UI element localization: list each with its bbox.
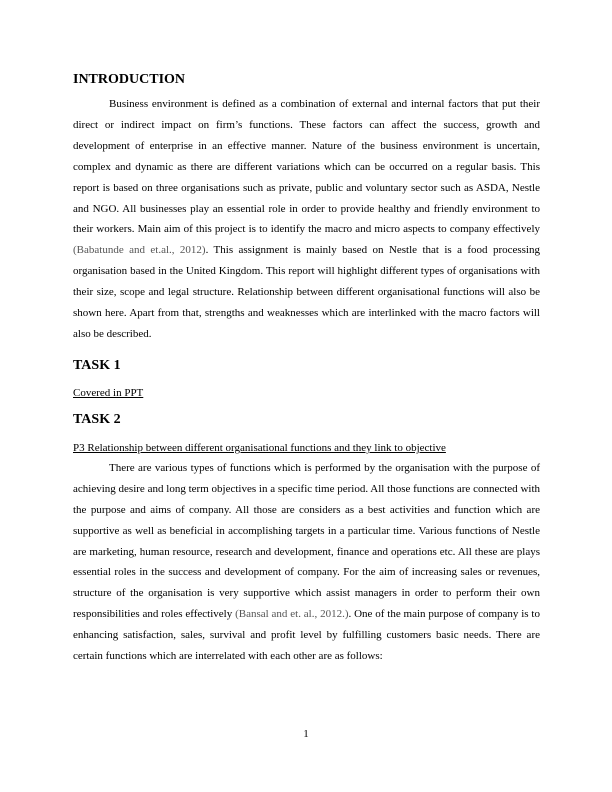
- task1-subheading: Covered in PPT: [73, 386, 144, 399]
- page-number: 1: [303, 728, 309, 740]
- introduction-heading: INTRODUCTION: [73, 72, 186, 87]
- task2-text-1: There are various types of functions which is performed by the organisation with the purpose of achieving desire and long term objectives in a specific time period. All those functions are connected with the purpose and aims of company. All those are considers as a best activities and function which are supportive as well as beneficial in accomplishing targets in a particular time. Various functions of Nestle are marketing, human resource, research and development, finance and operations etc. All these are plays essential roles in the success and development of company. For the aim of increasing sales or revenues, structure of the organisation is very supportive which assist managers in order to perform their own responsibilities and roles effectively: [73, 461, 540, 621]
- task2-citation: (Bansal and et. al., 2012.): [235, 608, 349, 621]
- task1-heading: TASK 1: [73, 357, 121, 373]
- intro-text-2: . This assignment is mainly based on Nestle that is a food processing organisation based in the United Kingdom. This report will highlight different types of organisations with their size, scope and legal structure. Relationship between different organisational functions will also be shown here. Apart from that, strengths and weaknesses which are interlinked with the macro factors will also be described.: [73, 244, 540, 340]
- introduction-paragraph: [73, 94, 540, 345]
- task2-paragraph: [73, 458, 540, 667]
- task2-subheading: P3 Relationship between different organisational functions and they link to objective: [73, 441, 446, 454]
- task2-heading: TASK 2: [73, 411, 121, 427]
- task2-text-2: . One of the main purpose of company is to enhancing satisfaction, sales, survival and profit level by fulfilling customers basic needs. There are certain functions which are interrelated with each other are as follows:: [73, 608, 540, 663]
- page-content: [73, 70, 540, 667]
- intro-citation: (Babatunde and et.al., 2012): [73, 244, 206, 257]
- intro-text-1: Business environment is defined as a combination of external and internal factors that put their direct or indirect impact on firm’s functions. These factors can affect the success, growth and development of enterprise in an effective manner. Nature of the business environment is uncertain, complex and dynamic as there are different variations which can be occurred on a regular basis. This report is based on three organisations such as private, public and voluntary sector such as ASDA, Nestle and NGO. All businesses play an essential role in order to provide healthy and friendly environment to their workers. Main aim of this project is to identify the macro and micro aspects to company effectively: [73, 98, 540, 236]
